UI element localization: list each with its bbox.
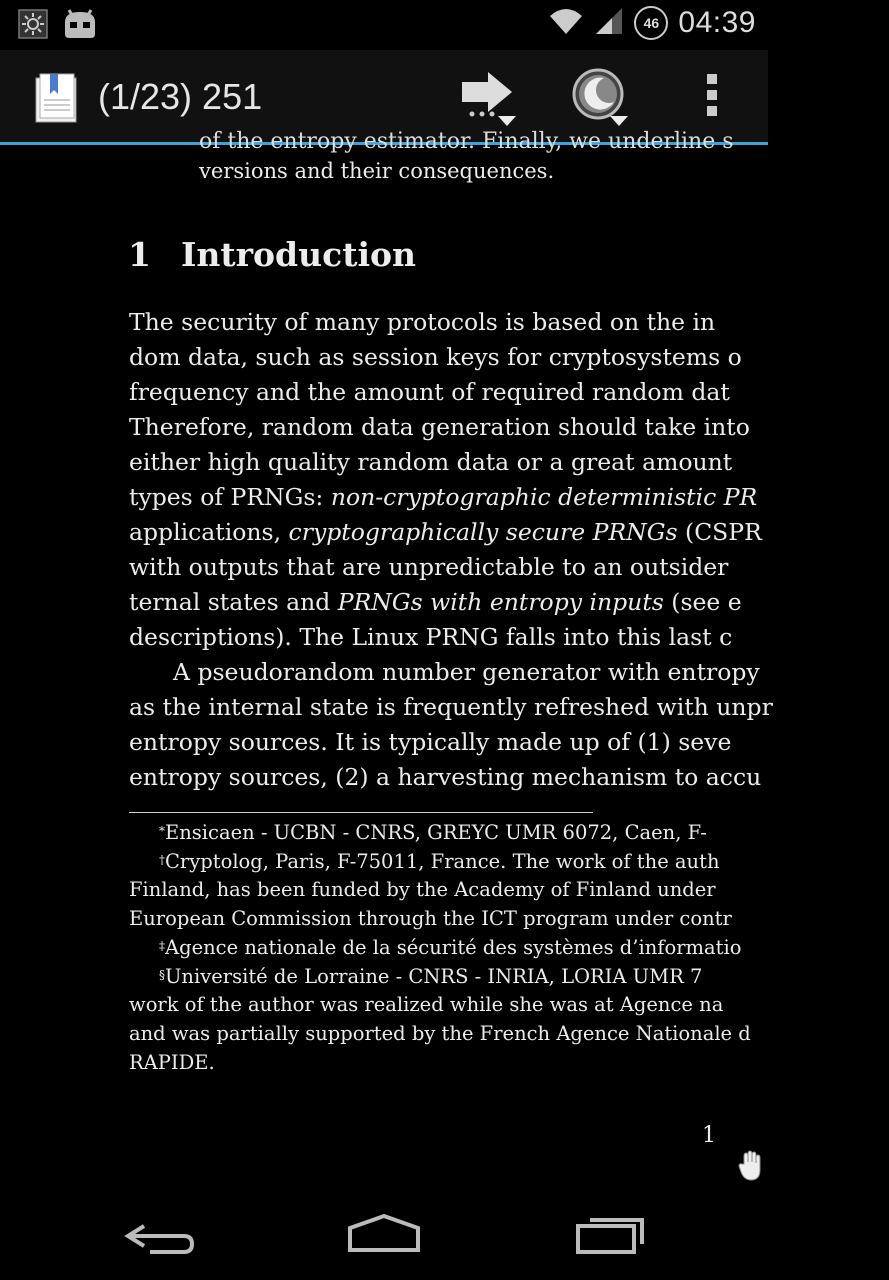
brightness-icon [18, 9, 48, 43]
body-text [129, 305, 889, 795]
text-line: dom data, such as session keys for cryptosystems o [129, 343, 742, 371]
section-heading [128, 235, 416, 274]
android-robot-icon [62, 8, 98, 44]
recent-apps-button-icon[interactable] [572, 1210, 652, 1260]
text-line: entropy sources, (2) a harvesting mechanism to accu [129, 763, 762, 791]
footnote-rule [129, 812, 593, 813]
status-bar [0, 0, 768, 50]
footnote: §Université de Lorraine - CNRS - INRIA, LORIA UMR 7 [159, 964, 703, 988]
text-line: descriptions). The Linux PRNG falls into this last c [129, 623, 733, 651]
page-number: 1 [702, 1123, 716, 1148]
footnotes [129, 819, 889, 1077]
night-mode-icon[interactable] [570, 68, 634, 132]
footnote-line: work of the author was realized while she was at Agence na [129, 993, 724, 1017]
back-button-icon[interactable] [120, 1210, 200, 1260]
footnote-line: and was partially supported by the French Agence Nationale d [129, 1021, 751, 1045]
text-line: applications, cryptographically secure PRNGs (CSPR [129, 518, 762, 546]
text-line: as the internal state is frequently refreshed with unpr [129, 693, 773, 721]
abstract-last-line: versions and their consequences. [199, 159, 555, 183]
cell-signal-icon [594, 6, 624, 40]
text-line: entropy sources. It is typically made up of (1) seve [129, 728, 732, 756]
go-to-page-icon[interactable] [458, 68, 522, 132]
section-number: 1 [128, 235, 151, 274]
text-line: ternal states and PRNGs with entropy inputs (see e [129, 588, 742, 616]
document-title: (1/23) 251 [98, 76, 263, 117]
footnote-line: RAPIDE. [129, 1050, 215, 1074]
footnote: *Ensicaen - UCBN - CNRS, GREYC UMR 6072, Caen, F- [159, 821, 707, 844]
text-line: either high quality random data or a great amount [129, 448, 733, 476]
overflow-menu-icon[interactable] [696, 74, 728, 122]
text-line: A pseudorandom number generator with entropy [173, 658, 760, 686]
document-page[interactable] [0, 129, 773, 1190]
text-line: The security of many protocols is based on the in [129, 308, 716, 336]
text-line: types of PRNGs: non-cryptographic deterministic PR [129, 483, 758, 511]
text-line: Therefore, random data generation should take into [129, 413, 750, 441]
hand-pan-icon[interactable] [738, 1150, 766, 1186]
section-title: Introduction [180, 235, 416, 274]
navigation-bar [0, 1190, 768, 1280]
home-button-icon[interactable] [344, 1210, 424, 1260]
footnote: ‡Agence nationale de la sécurité des systèmes d’informatio [159, 935, 742, 959]
clock: 04:39 [678, 6, 756, 39]
partial-line: of the entropy estimator. Finally, we underline s [199, 129, 734, 154]
text-line: with outputs that are unpredictable to an outsider [129, 553, 729, 581]
data-46-badge: 46 [634, 6, 668, 40]
book-icon[interactable] [34, 72, 80, 128]
footnote-line: Finland, has been funded by the Academy of Finland under [129, 878, 716, 902]
footnote-line: European Commission through the ICT program under contr [129, 907, 732, 931]
wifi-icon [548, 6, 584, 40]
text-line: frequency and the amount of required random dat [129, 378, 730, 406]
footnote: †Cryptolog, Paris, F-75011, France. The work of the auth [159, 849, 720, 873]
